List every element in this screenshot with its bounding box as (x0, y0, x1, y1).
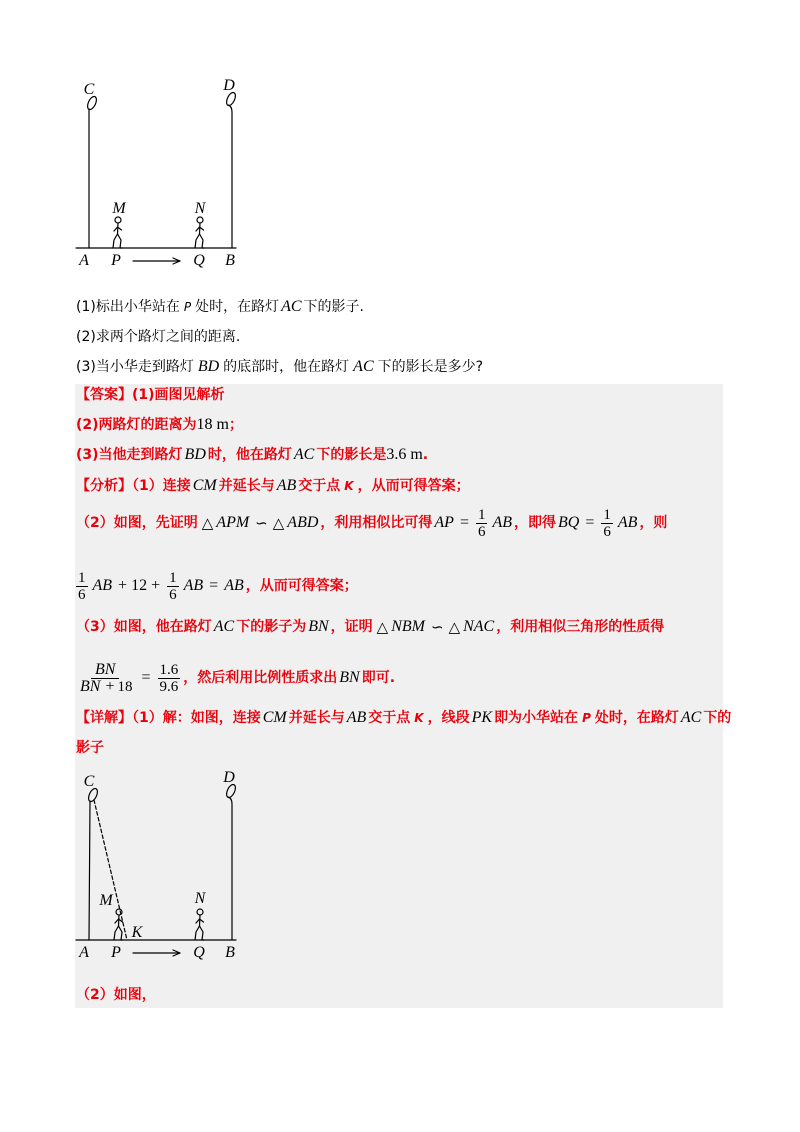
lamp-post-ac (89, 801, 90, 940)
var-ac: AC (680, 709, 702, 726)
var-bn: BN (95, 660, 116, 678)
fraction-numerator (91, 662, 119, 679)
var-apm: APM (216, 514, 250, 531)
question-1-text-b: 处时，在路灯 (195, 299, 280, 315)
equals-sign: = (585, 514, 595, 531)
distance-unit: m (216, 416, 229, 433)
similar-symbol: ∽ (255, 514, 268, 532)
detail-heading: 【详解】（1）解：如图，连接 (76, 710, 261, 726)
analysis-line-4 (76, 617, 664, 637)
detail-line-3 (76, 985, 156, 1005)
triangle-symbol: △ (201, 514, 214, 532)
question-2-text: (2)求两个路灯之间的距离. (76, 329, 241, 345)
person-m-head (115, 217, 121, 223)
person-m-right-leg (118, 234, 123, 248)
label-a: A (79, 252, 89, 269)
answer-line-2 (76, 415, 243, 435)
plus-sign: + (118, 577, 128, 594)
var-k: K (344, 479, 354, 493)
var-cm: CM (192, 477, 217, 494)
var-ab: AB (276, 477, 297, 494)
answer-3-text-a: (3)当他走到路灯 (76, 447, 183, 463)
var-ac: AC (281, 298, 302, 315)
question-3 (76, 357, 483, 377)
label-d: D (223, 77, 235, 94)
question-3-text-b: 的底部时，他在路灯 (223, 359, 350, 375)
analysis-5-text-a: ，然后利用比例性质求出 (183, 670, 338, 686)
shadow-length-value: 3.6 (386, 446, 407, 463)
analysis-1-text-d: ，从而可得答案； (357, 478, 470, 494)
question-3-text-c: 下的影长是多少? (377, 359, 484, 375)
fraction-denominator: 6 (78, 586, 86, 603)
detail-1-text-f: 处时，在路灯 (594, 710, 679, 726)
label-m: M (112, 200, 126, 217)
streetlight-diagram-1 (70, 70, 250, 275)
shadow-length-unit: m (410, 446, 423, 463)
var-bd: BD (197, 358, 220, 375)
label-a: A (79, 944, 89, 961)
var-bn: BN (339, 669, 360, 686)
light-ray-cmk (94, 800, 127, 940)
label-p: P (111, 944, 121, 961)
analysis-1-text-c: 交于点 (298, 478, 341, 494)
person-m-body (118, 223, 119, 234)
analysis-4-text-a: （3）如图，他在路灯 (76, 619, 212, 635)
var-p: P (183, 300, 192, 314)
var-bd: BD (184, 446, 206, 463)
var-bn: BN (308, 618, 329, 635)
analysis-4-text-c: ，证明 (330, 619, 373, 635)
analysis-4-text-d: ，利用相似三角形的性质得 (496, 619, 665, 635)
label-m: M (99, 892, 113, 909)
question-1-text-c: 下的影子. (303, 299, 364, 315)
analysis-2-text-d: ，则 (639, 515, 668, 531)
person-n (195, 909, 204, 940)
fraction-one-sixth (167, 570, 179, 603)
fraction-bn-ratio (76, 662, 134, 695)
var-pk: PK (471, 709, 493, 726)
analysis-line-3 (76, 566, 358, 606)
triangle-symbol: △ (448, 618, 461, 636)
question-1-text-a: (1)标出小华站在 (76, 299, 180, 315)
var-abd: ABD (287, 514, 319, 531)
var-ab: AB (92, 577, 113, 594)
question-1 (76, 297, 364, 317)
fraction-numerator: 1 (169, 569, 177, 586)
person-n (195, 217, 204, 248)
detail-line-2 (76, 738, 104, 758)
var-nbm: NBM (391, 618, 425, 635)
person-n-head (197, 217, 203, 223)
equals-sign: = (209, 577, 219, 594)
walk-arrow (133, 950, 180, 956)
var-ab: AB (224, 577, 244, 594)
person-m-left-leg (114, 926, 119, 940)
plus-sign: + (105, 677, 115, 695)
answer-2-end: ； (229, 417, 243, 433)
lamp-post-bd (228, 105, 232, 248)
person-n-body (200, 223, 201, 234)
var-ap: AP (434, 514, 454, 531)
detail-1-text-d: ，线段 (427, 710, 470, 726)
analysis-2-text-c: ，即得 (514, 515, 557, 531)
person-n-left-leg (195, 926, 200, 940)
var-ab: AB (492, 514, 513, 531)
fraction-numerator: 1 (603, 506, 611, 523)
label-b: B (225, 944, 235, 961)
fraction-denominator (76, 679, 134, 695)
fraction-denominator: 6 (477, 523, 486, 540)
var-ac: AC (353, 358, 374, 375)
answer-line-3 (76, 445, 428, 465)
var-ab: AB (183, 577, 204, 594)
var-p: P (582, 711, 591, 725)
person-m-left-leg (113, 234, 118, 248)
person-m (114, 909, 123, 940)
label-c: C (83, 773, 95, 790)
person-m-head (116, 909, 122, 915)
fraction-denominator: 9.6 (159, 678, 179, 695)
label-n: N (194, 200, 206, 217)
detail-3-text: （2）如图， (76, 987, 156, 1003)
analysis-2-text-b: ，利用相似比可得 (320, 515, 433, 531)
person-n-head (197, 909, 203, 915)
person-m-body (119, 915, 120, 926)
var-ac: AC (213, 618, 235, 635)
var-nac: NAC (463, 618, 495, 635)
question-3-text-a: (3)当小华走到路灯 (76, 359, 194, 375)
equals-sign: = (141, 669, 151, 686)
answer-3-text-c: 下的影长是 (316, 447, 387, 463)
person-n-left-leg (195, 234, 200, 248)
fraction-numerator: 1 (477, 506, 486, 523)
fraction-height-ratio (158, 662, 181, 695)
answer-3-end: . (422, 447, 429, 463)
distance-value: 18 (196, 416, 213, 433)
streetlight-diagram-2 (70, 762, 250, 967)
var-bq: BQ (558, 514, 580, 531)
person-n-right-leg (200, 234, 205, 248)
var-bn: BN (80, 677, 101, 695)
analysis-5-text-b: 即可. (361, 670, 396, 686)
label-d: D (223, 769, 235, 786)
person-n-right-leg (200, 926, 205, 940)
number-twelve: 12 (131, 577, 148, 594)
detail-1-text-g: 下的 (703, 710, 732, 726)
var-ab: AB (617, 514, 638, 531)
equals-sign: = (459, 514, 469, 531)
label-c: C (83, 81, 95, 98)
label-b: B (225, 252, 235, 269)
label-k: K (131, 924, 143, 941)
fraction-denominator: 6 (169, 586, 177, 603)
var-ac: AC (293, 446, 315, 463)
triangle-symbol: △ (272, 514, 285, 532)
fraction-one-sixth (476, 507, 488, 540)
question-2 (76, 327, 240, 347)
var-ab: AB (346, 709, 367, 726)
answer-heading: 【答案】(1)画图见解析 (76, 387, 225, 403)
analysis-1-text-b: 并延长与 (218, 478, 275, 494)
label-n: N (194, 890, 206, 907)
fraction-one-sixth (76, 570, 88, 603)
analysis-line-1 (76, 476, 470, 496)
analysis-2-text-a: （2）如图，先证明 (76, 515, 198, 531)
answer-3-text-b: 时，他在路灯 (207, 447, 292, 463)
detail-1-text-b: 并延长与 (288, 710, 345, 726)
label-p: P (111, 252, 121, 269)
detail-2-text: 影子 (76, 740, 104, 756)
analysis-line-5 (76, 658, 395, 698)
detail-1-text-e: 即为小华站在 (494, 710, 579, 726)
fraction-denominator: 6 (603, 523, 611, 540)
analysis-4-text-b: 下的影子为 (236, 619, 307, 635)
label-q: Q (193, 252, 205, 269)
detail-line-1 (76, 708, 731, 728)
var-k: K (414, 711, 424, 725)
walk-arrow (133, 258, 180, 264)
fraction-one-sixth (601, 507, 613, 540)
fraction-numerator: 1 (78, 569, 86, 586)
person-m-right-leg (119, 926, 124, 940)
var-cm: CM (262, 709, 287, 726)
triangle-symbol: △ (376, 618, 389, 636)
detail-1-text-c: 交于点 (368, 710, 411, 726)
analysis-heading: 【分析】（1）连接 (76, 478, 191, 494)
fraction-numerator: 1.6 (159, 661, 179, 678)
plus-sign: + (151, 577, 161, 594)
lamp-post-bd (228, 797, 232, 940)
label-q: Q (193, 944, 205, 961)
analysis-line-2 (76, 503, 667, 543)
answer-line-1 (76, 385, 225, 405)
person-m (113, 217, 122, 248)
answer-2-text: (2)两路灯的距离为 (76, 417, 197, 433)
number-eighteen: 18 (117, 678, 133, 695)
person-n-body (200, 915, 201, 926)
similar-symbol: ∽ (430, 618, 444, 636)
analysis-3-text: ，从而可得答案； (245, 578, 358, 594)
